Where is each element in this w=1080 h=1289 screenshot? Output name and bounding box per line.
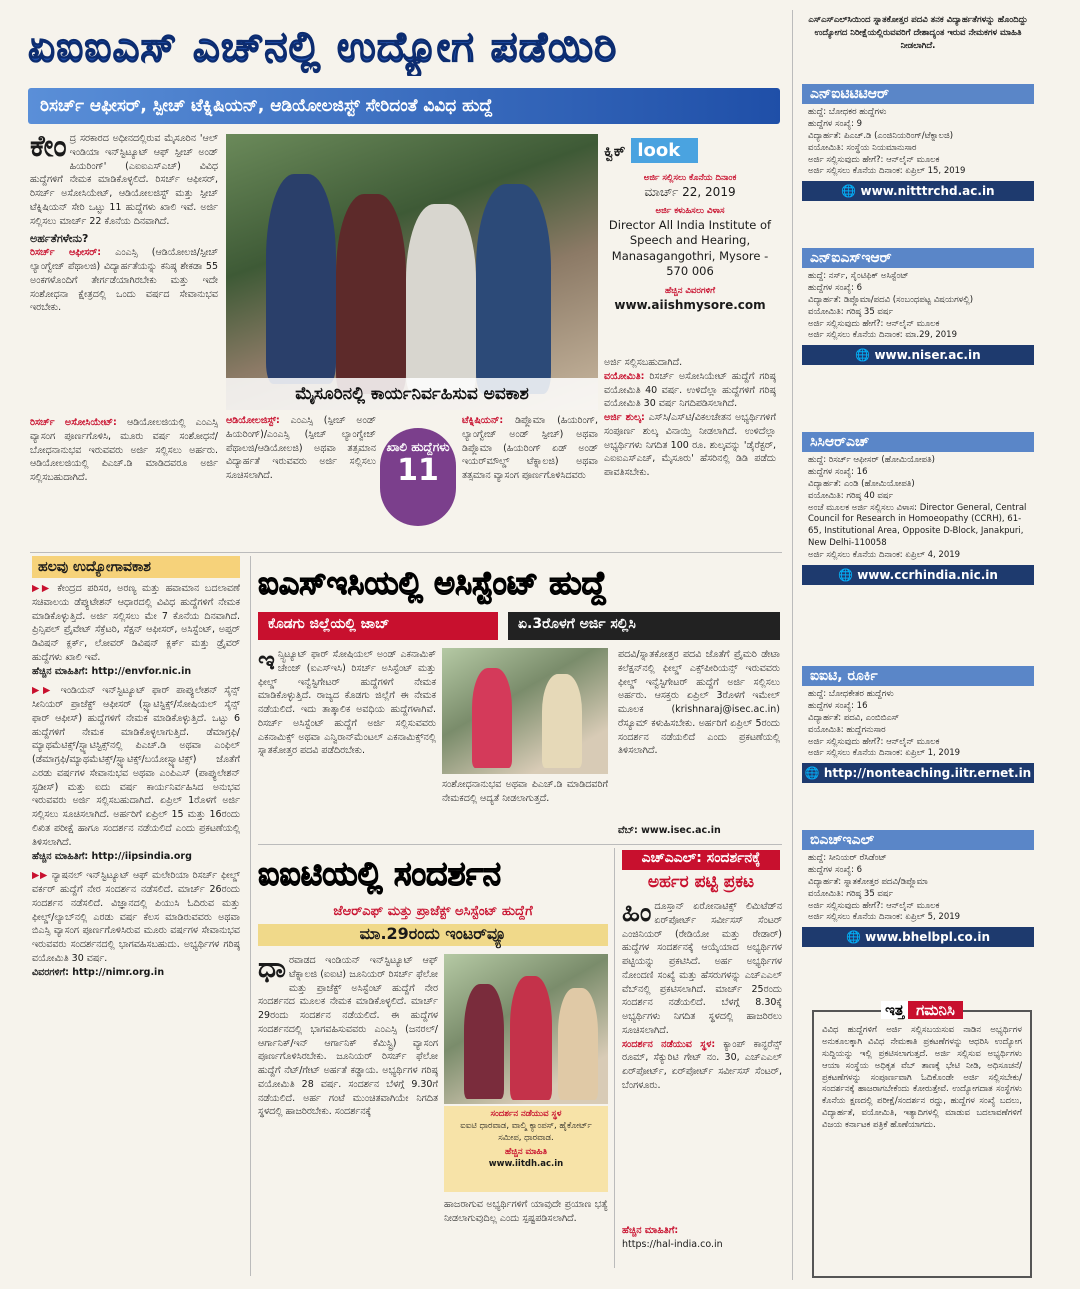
sidebar-card: ಎನ್‌ಐಎಸ್‌ಇಆರ್ ಹುದ್ದೆ: ನರ್ಸ್, ಸೈಂಟಿಫಿಕ್ ಅಸಿಸ್ಟೆಂಟ್ ಹುದ್ದೆಗಳ ಸಂಖ್ಯೆ: 6 ವಿದ್ಯಾರ್ಹತೆ: ಡಿಪ್ಲೊಮಾ/ಪದವಿ (ಸಂಬಂಧಪಟ್ಟ ವಿಷಯಗಳಲ್ಲಿ) ವಯೋಮಿತಿ: ಗರಿಷ್ಠ 35 ವರ್ಷ ಅರ್ಜಿ ಸಲ್ಲಿಸುವುದು ಹೇಗೆ?: ಆನ್‌ಲೈನ್ ಮೂಲಕ ಅರ್ಜಿ ಸಲ್ಲಿಸಲು ಕೊನೆಯ ದಿನಾಂಕ: ಮಾ.29, 2019 🌐 www.niser.ac.in: [802, 248, 1034, 424]
isec-text-left: ಇ ನ್ಸ್ಟಿಟ್ಯೂಟ್ ಫಾರ್ ಸೋಷಿಯಲ್ ಅಂಡ್ ಎಕನಾಮಿಕ್ ಚೇಂಜ್ (ಐಎಸ್‌ಇಸಿ) ರಿಸರ್ಚ್ ಅಸಿಸ್ಟೆಂಟ್ ಮತ್ತು ಫೀಲ್ಡ್ ಇನ್ವೆಸ್ಟಿಗೇಟರ್ ಹುದ್ದೆಗಳಿಗೆ ನೇಮಕ ಮಾಡಿಕೊಳ್ಳುತ್ತಿದೆ. ರಾಜ್ಯದ ಕೊಡಗು ಜಿಲ್ಲೆಗೆ ಈ ನೇಮಕ ನಡೆಯಲಿದೆ. ಇದು ತಾತ್ಕಾಲಿಕ ಅವಧಿಯ ಹುದ್ದೆಗಳಾಗಿವೆ. ರಿಸರ್ಚ್ ಅಸಿಸ್ಟೆಂಟ್ ಹುದ್ದೆಗೆ ಅರ್ಜಿ ಸಲ್ಲಿಸುವವರು ಎಕನಾಮಿಕ್ಸ್ ಅಥವಾ ಎನ್ವಿರಾನ್‌ಮೆಂಟಲ್ ಎಕನಾಮಿಕ್ಸ್‌ನಲ್ಲಿ ಸ್ನಾತಕೋತ್ತರ ಪದವಿ ಪಡೆದಿರಬೇಕು.: [258, 648, 436, 757]
quick-look-box: [604, 138, 776, 350]
section-divider: [30, 552, 782, 553]
address: Director All India Institute of Speech and Hearing, Manasagangothri, Mysore - 570 006: [608, 217, 772, 279]
drop-cap: ಹಿಂ: [622, 900, 652, 928]
jobs-column: [32, 556, 240, 1282]
isec-web-link[interactable]: ವೆಬ್: www.isec.ac.in: [618, 825, 721, 836]
iit-text-2: ಹಾಜರಾಗುವ ಅಭ್ಯರ್ಥಿಗಳಿಗೆ ಯಾವುದೇ ಪ್ರಯಾಣ ಭತ್ಯೆ ನೀಡಲಾಗುವುದಿಲ್ಲ ಎಂದು ಸ್ಪಷ್ಟಪಡಿಸಲಾಗಿದೆ.: [444, 1199, 608, 1224]
section-divider: [258, 844, 782, 845]
sidebar-card-title: ಸಿಸಿಆರ್‌ಎಚ್: [802, 432, 1034, 452]
isec-photo: [442, 648, 608, 774]
sidebar-url[interactable]: 🌐 www.bhelbpl.co.in: [802, 927, 1034, 947]
sidebar-intro: ಎಸ್‌ಎಸ್‌ಎಲ್‌ಸಿಯಿಂದ ಸ್ನಾತಕೋತ್ತರ ಪದವಿ ತನಕ ವಿದ್ಯಾರ್ಹತೆಗಳನ್ನು ಹೊಂದಿದ್ದು ಉದ್ಯೋಗದ ನಿರೀಕ್ಷೆಯಲ್ಲಿರುವವರಿಗೆ ದೇಶಾದ್ಯಂತ ಇರುವ ನೇಮಕಗಳ ಮಾಹಿತಿ ನೀಡಲಾಗಿದೆ.: [808, 15, 1028, 51]
hal-url[interactable]: https://hal-india.co.in: [622, 1238, 723, 1250]
age-text: ರಿಸರ್ಚ್ ಅಸೋಸಿಯೇಟ್ ಹುದ್ದೆಗೆ ಗರಿಷ್ಠ ವಯೋಮಿತಿ 40 ವರ್ಷ. ಉಳಿದೆಲ್ಲಾ ಹುದ್ದೆಗಳಿಗೆ ಗರಿಷ್ಠ ವಯೋಮಿತಿ 30 ವರ್ಷ ನಿಗದಿಪಡಿಸಲಾಗಿದೆ.: [604, 370, 776, 410]
last-date: ಮಾರ್ಚ್ 22, 2019: [644, 184, 736, 199]
sidebar-card: ಎನ್‌ಐಟಿಟಿಟಿಆರ್ ಹುದ್ದೆ: ಬೋಧಕರ ಹುದ್ದೆಗಳು ಹುದ್ದೆಗಳ ಸಂಖ್ಯೆ: 9 ವಿದ್ಯಾರ್ಹತೆ: ಪಿಎಚ್.ಡಿ (ಎಂಜಿನಿಯರಿಂಗ್/ಟೆಕ್ನಾಲಜಿ) ವಯೋಮಿತಿ: ಸಂಸ್ಥೆಯ ನಿಯಮಾನುಸಾರ ಅರ್ಜಿ ಸಲ್ಲಿಸುವುದು ಹೇಗೆ?: ಆನ್‌ಲೈನ್ ಮೂಲಕ ಅರ್ಜಿ ಸಲ್ಲಿಸಲು ಕೊನೆಯ ದಿನಾಂಕ: ಏಪ್ರಿಲ್ 15, 2019 🌐 www.nitttrchd.ac.in: [802, 84, 1034, 240]
eligibility-text: ಎಂಎಸ್ಸಿ (ಆಡಿಯೋಲಜಿ/ಸ್ಪೀಚ್ ಲ್ಯಾಂಗ್ವೇಜ್ ಪೆಥಾಲಜಿ) ವಿದ್ಯಾರ್ಹತೆಯನ್ನು ಕನಿಷ್ಠ ಶೇಕಡಾ 55 ಅಂಕಗಳೊಂದಿಗೆ ತೇರ್ಗಡೆಯಾಗಿರಬೇಕು ಮತ್ತು ಇದೇ ಸಂಶೋಧನಾ ಕ್ಷೇತ್ರದಲ್ಲಿ ಒಂದು ವರ್ಷದ ಸೇವಾನುಭವ ಇರಬೇಕು.: [30, 247, 218, 314]
person-figure: [558, 988, 598, 1100]
quick-look-badge: look: [631, 138, 698, 163]
iit-interview-date: ಮಾ.29ರಂದು ಇಂಟರ್‌ವ್ಯೂ: [258, 924, 608, 946]
eligibility-label: ರಿಸರ್ಚ್ ಆಫೀಸರ್:: [30, 247, 102, 259]
sidebar-url[interactable]: 🌐 www.niser.ac.in: [802, 345, 1034, 365]
iit-more-label: ಹೆಚ್ಚಿನ ಮಾಹಿತಿ: [505, 1146, 547, 1157]
job-item: ▶▶ ನ್ಯಾಷನಲ್ ಇನ್‌ಸ್ಟಿಟ್ಯೂಟ್ ಆಫ್ ಮಲೇರಿಯಾ ರಿಸರ್ಚ್ ಫೀಲ್ಡ್ ವರ್ಕರ್ ಹುದ್ದೆಗೆ ನೇರ ಸಂದರ್ಶನ ನಡೆಸಲಿದೆ. ಮಾರ್ಚ್ 26ರಂದು ಸಂದರ್ಶನ ನಡೆಸಲಿದೆ. ವಿಜ್ಞಾನದಲ್ಲಿ ಪಿಯುಸಿ ಓದಿರುವ ಮತ್ತು ಫೀಲ್ಡ್/ಲ್ಯಾಬ್‌ನಲ್ಲಿ ಎರಡು ವರ್ಷ ಕೆಲಸ ಮಾಡಿರುವವರು ಅಥವಾ ಬಿಎಸ್ಸಿ ವ್ಯಾಸಂಗ ಪೂರ್ಣಗೊಳಿಸಿರುವ ಮೂರು ವರ್ಷಗಳ ಸೇವಾನುಭವ ಇರುವವರು ಸಂದರ್ಶನದಲ್ಲಿ ಭಾಗವಹಿಸಬಹುದು. ಅಭ್ಯರ್ಥಿಗಳ ಗರಿಷ್ಠ ವಯೋಮಿತಿ 30 ವರ್ಷ. ವಿವರಗಳಿಗೆ: http://nimr.org.in: [32, 870, 240, 978]
eligibility-heading: ಅರ್ಹತೆಗಳೇನು?: [30, 232, 89, 246]
vacancy-count: 11: [397, 453, 439, 489]
notice-title-b: ಗಮನಿಸಿ: [908, 1001, 963, 1019]
address-label: ಅರ್ಜಿ ಕಳುಹಿಸಲು ವಿಳಾಸ: [655, 205, 725, 216]
research-associate-block: [30, 416, 218, 550]
drop-cap: ಧಾ: [258, 954, 286, 984]
job-item-link[interactable]: ವಿವರಗಳಿಗೆ: http://nimr.org.in: [32, 966, 165, 978]
drop-cap: ಇ: [258, 648, 275, 676]
isec-tag-deadline: ಏ.3ರೊಳಗೆ ಅರ್ಜಿ ಸಲ್ಲಿಸಿ: [508, 612, 780, 640]
hal-more: ಹೆಚ್ಚಿನ ಮಾಹಿತಿಗೆ: https://hal-india.co.in: [622, 1224, 782, 1264]
iit-photo: [444, 954, 608, 1104]
notice-text: ವಿವಿಧ ಹುದ್ದೆಗಳಿಗೆ ಅರ್ಜಿ ಸಲ್ಲಿಸಬಯಸುವ ನಾಡಿನ ಅಭ್ಯರ್ಥಿಗಳ ಅನುಕೂಲಕ್ಕಾಗಿ ವಿವಿಧ ನೇಮಕಾತಿ ಪ್ರಕಟಣೆಗಳನ್ನು ಆಧರಿಸಿ ಉದ್ಯೋಗ ಸುದ್ದಿಯನ್ನು ಇಲ್ಲಿ ಪ್ರಕಟಿಸಲಾಗುತ್ತದೆ. ಅರ್ಜಿ ಸಲ್ಲಿಸುವ ಅಭ್ಯರ್ಥಿಗಳು ಆಯಾ ಸಂಸ್ಥೆಯ ಅಧಿಕೃತ ವೆಬ್ ತಾಣಕ್ಕೆ ಭೇಟಿ ನೀಡಿ, ಅಧಿಸೂಚನೆ/ಪ್ರಕಟಣೆಗಳನ್ನು ಸಂಪೂರ್ಣವಾಗಿ ಓದಿಕೊಂಡೇ ಅರ್ಜಿ ಸಲ್ಲಿಸಬೇಕು/ಸಂದರ್ಶನಕ್ಕೆ ಹಾಜರಾಗಬೇಕೆಂದು ಕೋರುತ್ತೇವೆ. ಉದ್ಯೋಗದಾತ ಸಂಸ್ಥೆಗಳು ಕೊನೆಯ ಕ್ಷಣದಲ್ಲಿ ಪರೀಕ್ಷೆ/ಸಂದರ್ಶನ ರದ್ದು, ಹುದ್ದೆಗಳ ಸಂಖ್ಯೆ ಬದಲು, ವಿದ್ಯಾರ್ಹತೆ, ವಯೋಮಿತಿ, ಇತ್ಯಾದಿಗಳಲ್ಲಿ ಮಾಡುವ ಬದಲಾವಣೆಗಳಿಗೆ ವಿಜಯ ಕರ್ನಾಟಕ ಪತ್ರಿಕೆ ಹೊಣೆಯಾಗದು.: [822, 1025, 1022, 1131]
quick-look-label: ಕ್ವಿಕ್: [604, 141, 626, 160]
isec-text-right: ಪದವಿ/ಸ್ನಾತಕೋತ್ತರ ಪದವಿ ಜೊತೆಗೆ ಪ್ರೈಮರಿ ಡೇಟಾ ಕಲೆಕ್ಷನ್‌ನಲ್ಲಿ ಫೀಲ್ಡ್ ಎಕ್ಸ್‌ಪೀರಿಯನ್ಸ್ ಇರುವವರು ಫೀಲ್ಡ್ ಇನ್ವೆಸ್ಟಿಗೇಟರ್ ಹುದ್ದೆಗೆ ಅರ್ಜಿ ಸಲ್ಲಿಸಲು ಅರ್ಹರು. ಆಸಕ್ತರು ಏಪ್ರಿಲ್ 3ರೊಳಗೆ ಇಮೇಲ್ ಮೂಲಕ (krishnaraj@isec.ac.in) ರೆಸ್ಯೂಮ್ ಕಳುಹಿಸಬೇಕು. ಅರ್ಹರಿಗೆ ಏಪ್ರಿಲ್ 5ರಂದು ಸಂದರ್ಶನ ನಡೆಯಲಿದೆ ಎಂದು ಪ್ರಕಟಣೆಯಲ್ಲಿ ತಿಳಿಸಲಾಗಿದೆ.: [618, 649, 780, 757]
page-subheadline: ರಿಸರ್ಚ್ ಆಫೀಸರ್, ಸ್ಪೀಚ್ ಟೆಕ್ನಿಷಿಯನ್, ಆಡಿಯೋಲಜಿಸ್ಟ್ ಸೇರಿದಂತೆ ವಿವಿಧ ಹುದ್ದೆ: [28, 88, 780, 124]
last-date-label: ಅರ್ಜಿ ಸಲ್ಲಿಸಲು ಕೊನೆಯ ದಿನಾಂಕ: [643, 173, 737, 183]
vacancy-label: ಖಾಲಿ ಹುದ್ದೆಗಳು: [386, 440, 450, 454]
jobs-column-title: ಹಲವು ಉದ್ಯೋಗಾವಕಾಶ: [32, 556, 240, 578]
iit-url[interactable]: www.iitdh.ac.in: [488, 1158, 564, 1169]
sidebar-card: ಐಐಟಿ, ರೂರ್ಕಿ ಹುದ್ದೆ: ಬೋಧಕೇತರ ಹುದ್ದೆಗಳು ಹುದ್ದೆಗಳ ಸಂಖ್ಯೆ: 16 ವಿದ್ಯಾರ್ಹತೆ: ಪದವಿ, ಎಂಬಿಬಿಎಸ್ ವಯೋಮಿತಿ: ಹುದ್ದೆಗನುಸಾರ ಅರ್ಜಿ ಸಲ್ಲಿಸುವುದು ಹೇಗೆ?: ಆನ್‌ಲೈನ್ ಮೂಲಕ ಅರ್ಜಿ ಸಲ್ಲಿಸಲು ಕೊನೆಯ ದಿನಾಂಕ: ಏಪ್ರಿಲ್ 1, 2019 🌐 http://nonteaching.iitr.ernet.in: [802, 666, 1034, 822]
iit-subheading: ಜೆಆರ್‌ಎಫ್ ಮತ್ತು ಪ್ರಾಜೆಕ್ಟ್ ಅಸಿಸ್ಟೆಂಟ್ ಹುದ್ದೆಗೆ: [333, 904, 533, 919]
technician-block: ಟೆಕ್ನಿಷಿಯನ್: ಡಿಪ್ಲೊಮಾ (ಹಿಯರಿಂಗ್, ಲ್ಯಾಂಗ್ವೇಜ್ ಅಂಡ್ ಸ್ಪೀಚ್) ಅಥವಾ ಡಿಪ್ಲೊಮಾ (ಹಿಯರಿಂಗ್ ಏಡ್ ಅಂಡ್ ಇಯರ್‌ಮೌಲ್ಡ್ ಟೆಕ್ನಾಲಜಿ) ಅಥವಾ ತತ್ಸಮಾನ ವ್ಯಾಸಂಗ ಪೂರ್ಣಗೊಳಿಸಿದವರು: [462, 415, 598, 482]
isec-headline: ಐಎಸ್‌ಇಸಿಯಲ್ಲಿ ಅಸಿಸ್ಟೆಂಟ್ ಹುದ್ದೆ: [258, 564, 607, 602]
intro-text: ದ್ರ ಸರಕಾರದ ಅಧೀನದಲ್ಲಿರುವ ಮೈಸೂರಿನ 'ಆಲ್ ಇಂಡಿಯಾ ಇನ್‌ಸ್ಟಿಟ್ಯೂಟ್ ಆಫ್ ಸ್ಪೀಚ್ ಅಂಡ್ ಹಿಯರಿಂಗ್' (ಎಐಐಎಸ್‌ಎಚ್) ವಿವಿಧ ಹುದ್ದೆಗಳಿಗೆ ನೇಮಕ ಮಾಡಿಕೊಳ್ಳಲಿದೆ. ರಿಸರ್ಚ್ ಆಫೀಸರ್, ರಿಸರ್ಚ್ ಅಸೋಸಿಯೇಟ್, ಆಡಿಯೋಲಜಿಸ್ಟ್ ಮತ್ತು ಸ್ಪೀಚ್ ಟೆಕ್ನಿಷಿಯನ್ ಸೇರಿ ಒಟ್ಟು 11 ಹುದ್ದೆಗಳು ಖಾಲಿ ಇವೆ. ಅರ್ಜಿ ಸಲ್ಲಿಸಲು ಮಾರ್ಚ್ 22 ಕೊನೆಯ ದಿನವಾಗಿದೆ.: [30, 133, 218, 227]
person-figure: [406, 204, 476, 394]
notice-title-a: ಇತ್ತ: [881, 1001, 908, 1019]
notice-box: [812, 1001, 1032, 1278]
hal-headline-1: ಎಚ್‌ಎಎಲ್: ಸಂದರ್ಶನಕ್ಕೆ: [622, 850, 780, 870]
sidebar-card-title: ಎನ್‌ಐಎಸ್‌ಇಆರ್: [802, 248, 1034, 268]
person-figure: [542, 674, 582, 768]
person-figure: [464, 984, 504, 1099]
arrow-icon: ▶▶: [32, 685, 61, 697]
column-divider: [614, 848, 615, 1268]
sidebar-card: ಬಿಎಚ್‌ಇಎಲ್ ಹುದ್ದೆ: ಸೀನಿಯರ್ ರೆಸಿಡೆಂಟ್ ಹುದ್ದೆಗಳ ಸಂಖ್ಯೆ: 6 ವಿದ್ಯಾರ್ಹತೆ: ಸ್ನಾತಕೋತ್ತರ ಪದವಿ/ಡಿಪ್ಲೊಮಾ ವಯೋಮಿತಿ: ಗರಿಷ್ಠ 35 ವರ್ಷ ಅರ್ಜಿ ಸಲ್ಲಿಸುವುದು ಹೇಗೆ?: ಆನ್‌ಲೈನ್ ಮೂಲಕ ಅರ್ಜಿ ಸಲ್ಲಿಸಲು ಕೊನೆಯ ದಿನಾಂಕ: ಏಪ್ರಿಲ್ 5, 2019 🌐 www.bhelbpl.co.in: [802, 830, 1034, 990]
sidebar-card: ಸಿಸಿಆರ್‌ಎಚ್ ಹುದ್ದೆ: ರಿಸರ್ಚ್ ಆಫೀಸರ್ (ಹೋಮಿಯೋಪತಿ) ಹುದ್ದೆಗಳ ಸಂಖ್ಯೆ: 16 ವಿದ್ಯಾರ್ಹತೆ: ಎಂಡಿ (ಹೋಮಿಯೋಪತಿ) ವಯೋಮಿತಿ: ಗರಿಷ್ಠ 40 ವರ್ಷ ಅಂಚೆ ಮೂಲಕ ಅರ್ಜಿ ಸಲ್ಲಿಸಲು ವಿಳಾಸ: Director General, Central Council for Research in Homoeopathy (CCRH), 61-65, Institutional Area, Opposite D-Block, Janakpuri, New Delhi-110058 ಅರ್ಜಿ ಸಲ್ಲಿಸಲು ಕೊನೆಯ ದಿನಾಂಕ: ಏಪ್ರಿಲ್ 4, 2019 🌐 www.ccrhindia.nic.in: [802, 432, 1034, 658]
sidebar-url[interactable]: 🌐 http://nonteaching.iitr.ernet.in: [802, 763, 1034, 783]
job-item: ▶▶ ಇಂಡಿಯನ್ ಇನ್‌ಸ್ಟಿಟ್ಯೂಟ್ ಫಾರ್ ಪಾಪ್ಯುಲೇಶನ್ ಸೈನ್ಸ್ ಸೀನಿಯರ್ ಪ್ರಾಜೆಕ್ಟ್ ಆಫೀಸರ್ (ಸ್ಟ್ಯಾಟಿಸ್ಟಿಕ್ಸ್/ಸೋಷಿಯಲ್ ಸೈನ್ಸ್ ಫಾರ್ ಆಫೀಸ್) ಹುದ್ದೆಗಳಿಗೆ ನೇಮಕ ಮಾಡಿಕೊಳ್ಳುತ್ತಿದೆ. ಒಟ್ಟು 6 ಹುದ್ದೆಗಳಿಗೆ ನೇಮಕ ಮಾಡಿಕೊಳ್ಳಲಾಗುತ್ತಿದೆ. ಡೆಮಾಗ್ರಫಿ/ಮ್ಯಾಥಮೆಟಿಕ್ಸ್/ಸ್ಟ್ಯಾಟಿಸ್ಟಿಕ್ಸ್‌ನಲ್ಲಿ ಪಿಎಚ್.ಡಿ ಅಥವಾ ಎಂಫಿಲ್ (ಡೆಮಾಗ್ರಫಿ/ಮ್ಯಾಥಮೆಟಿಕ್ಸ್/ಸ್ಟ್ಯಾಟಿಕ್ಸ್/ಬಯೋಸ್ಟ್ಯಾಟಿಕ್ಸ್) ಜೊತೆಗೆ ಎರಡು ವರ್ಷಗಳ ಸೇವಾನುಭವ ಅಥವಾ ಎಂಪಿಎಸ್ (ಪಾಪ್ಯುಲೇಶನ್ ಸ್ಟಡೀಸ್) ಮತ್ತು ಐದು ವರ್ಷ ಕಾರ್ಯನಿರ್ವಹಿಸಿದ ಅನುಭವ ಇರುವವರು ಅರ್ಜಿ ಸಲ್ಲಿಸಬಹುದಾಗಿದೆ. ಏಪ್ರಿಲ್ 1ರೊಳಗೆ ಅರ್ಜಿ ಸಲ್ಲಿಸಲು ಸೂಚಿಸಲಾಗಿದೆ. ಅರ್ಹರಿಗೆ ಏಪ್ರಿಲ್ 15 ಮತ್ತು 16ರಂದು ಲಿಖಿತ ಪರೀಕ್ಷೆ ಹಾಗೂ ಸಂದರ್ಶನ ನಡೆಯಲಿದೆ ಎಂದು ಪ್ರಕಟಣೆಯಲ್ಲಿ ತಿಳಿಸಲಾಗಿದೆ. ಹೆಚ್ಚಿನ ಮಾಹಿತಿಗೆ: http://iipsindia.org: [32, 685, 240, 862]
eligibility-text: ಆಡಿಯೋಲಜಿಯಲ್ಲಿ ಎಂಎಸ್ಸಿ ವ್ಯಾಸಂಗ ಪೂರ್ಣಗೊಳಿಸಿ, ಮೂರು ವರ್ಷ ಸಂಶೋಧನೆ/ಬೋಧನಾನುಭವ ಇರುವವರು ಅರ್ಜಿ ಸಲ್ಲಿಸಲು ಅರ್ಹರು. ಆಡಿಯೋಲಜಿಯಲ್ಲಿ ಪಿಎಚ್.ಡಿ ಮಾಡಿದವರೂ ಅರ್ಜಿ ಸಲ್ಲಿಸಬಹುದಾಗಿದೆ.: [30, 417, 218, 484]
main-photo: [226, 134, 598, 410]
iit-venue-box: [444, 1106, 608, 1192]
more-label: ಹೆಚ್ಚಿನ ವಿವರಗಳಿಗೆ: [664, 285, 716, 296]
arrow-icon: ▶▶: [32, 583, 58, 594]
sidebar-card-title: ಎನ್‌ಐಟಿಟಿಟಿಆರ್: [802, 84, 1034, 104]
iit-text: ಧಾ ರವಾಡದ ಇಂಡಿಯನ್ ಇನ್‌ಸ್ಟಿಟ್ಯೂಟ್ ಆಫ್ ಟೆಕ್ನಾಲಜಿ (ಐಐಟಿ) ಜೂನಿಯರ್ ರಿಸರ್ಚ್ ಫೆಲೋ ಮತ್ತು ಪ್ರಾಜೆಕ್ಟ್ ಅಸಿಸ್ಟೆಂಟ್ ಹುದ್ದೆಗೆ ನೇರ ಸಂದರ್ಶನದ ಮೂಲಕ ನೇಮಕ ಮಾಡಿಕೊಳ್ಳಲಿದೆ. ಮಾರ್ಚ್ 29ರಂದು ಸಂದರ್ಶನ ನಡೆಯಲಿದೆ. ಈ ಹುದ್ದೆಗಳ ಸಂದರ್ಶನದಲ್ಲಿ ಭಾಗವಹಿಸುವವರು ಎಂಎಸ್ಸಿ (ಜನರಲ್/ಆರ್ಗಾನಿಕ್/ಇನ್ ಆರ್ಗಾನಿಕ್ ಕೆಮಿಸ್ಟ್ರಿ) ವ್ಯಾಸಂಗ ಪೂರ್ಣಗೊಳಿಸಿರಬೇಕು. ಜೂನಿಯರ್ ರಿಸರ್ಚ್ ಫೆಲೋ ಹುದ್ದೆಗೆ ನೆಟ್/ಗೇಟ್ ಅರ್ಹತೆ ಕಡ್ಡಾಯ. ಅಭ್ಯರ್ಥಿಗಳ ಗರಿಷ್ಠ ವಯೋಮಿತಿ 28 ವರ್ಷ. ಸಂದರ್ಶನ ಬೆಳಗ್ಗೆ 9.30ಗೆ ನಡೆಯಲಿದೆ. ಅರ್ಹ ಗಂಟೆ ಮುಂಚಿತವಾಗಿಯೇ ನಿಗದಿತ ಸ್ಥಳದಲ್ಲಿ ಹಾಜರಿರಬೇಕು. ಸಂದರ್ಶನಕ್ಕೆ: [258, 954, 438, 1118]
person-figure: [472, 668, 512, 768]
sidebar-card-title: ಬಿಎಚ್‌ಇಎಲ್: [802, 830, 1034, 850]
main-right-text: ಅರ್ಜಿ ಸಲ್ಲಿಸಬಹುದಾಗಿದೆ. ವಯೋಮಿತಿ: ರಿಸರ್ಚ್ ಅಸೋಸಿಯೇಟ್ ಹುದ್ದೆಗೆ ಗರಿಷ್ಠ ವಯೋಮಿತಿ 40 ವರ್ಷ. ಉಳಿದೆಲ್ಲಾ ಹುದ್ದೆಗಳಿಗೆ ಗರಿಷ್ಠ ವಯೋಮಿತಿ 30 ವರ್ಷ ನಿಗದಿಪಡಿಸಲಾಗಿದೆ. ಅರ್ಜಿ ಶುಲ್ಕ: ಎಸ್‌ಸಿ/ಎಸ್‌ಟಿ/ವಿಕಲಚೇತನ ಅಭ್ಯರ್ಥಿಗಳಿಗೆ ಸಂಪೂರ್ಣ ಶುಲ್ಕ ವಿನಾಯ್ತಿ ನೀಡಲಾಗಿದೆ. ಉಳಿದೆಲ್ಲಾ ಅಭ್ಯರ್ಥಿಗಳು ನಿಗದಿತ 100 ರೂ. ಶುಲ್ಕವನ್ನು 'ಡೈರೆಕ್ಟರ್, ಎಐಐಎಸ್‌ಎಚ್, ಮೈಸೂರು' ಹೆಸರಿನಲ್ಲಿ ಡಿಡಿ ಪಡೆದು ಪಾವತಿಸಬೇಕು.: [604, 357, 776, 479]
fee-text: ಎಸ್‌ಸಿ/ಎಸ್‌ಟಿ/ವಿಕಲಚೇತನ ಅಭ್ಯರ್ಥಿಗಳಿಗೆ ಸಂಪೂರ್ಣ ಶುಲ್ಕ ವಿನಾಯ್ತಿ ನೀಡಲಾಗಿದೆ. ಉಳಿದೆಲ್ಲಾ ಅಭ್ಯರ್ಥಿಗಳು ನಿಗದಿತ 100 ರೂ. ಶುಲ್ಕವನ್ನು 'ಡೈರೆಕ್ಟರ್, ಎಐಐಎಸ್‌ಎಚ್, ಮೈಸೂರು' ಹೆಸರಿನಲ್ಲಿ ಡಿಡಿ ಪಡೆದು ಪಾವತಿಸಬೇಕು.: [604, 412, 776, 479]
job-item-link[interactable]: ಹೆಚ್ಚಿನ ಮಾಹಿತಿಗೆ: http://envfor.nic.in: [32, 665, 192, 677]
intro-block: [30, 129, 218, 412]
sidebar-url[interactable]: 🌐 www.nitttrchd.ac.in: [802, 181, 1034, 201]
column-divider: [250, 556, 251, 1276]
photo-caption: ಮೈಸೂರಿನಲ್ಲಿ ಕಾರ್ಯನಿರ್ವಹಿಸುವ ಅವಕಾಶ: [226, 378, 598, 410]
isec-text-mid: ಸಂಶೋಧನಾನುಭವ ಅಥವಾ ಪಿಎಚ್.ಡಿ ಮಾಡಿದವರಿಗೆ ನೇಮಕದಲ್ಲಿ ಆದ್ಯತೆ ನೀಡಲಾಗುತ್ತದೆ.: [442, 779, 608, 804]
audiologist-block: ಆಡಿಯೋಲಜಿಸ್ಟ್: ಎಂಎಸ್ಸಿ (ಸ್ಪೀಚ್ ಅಂಡ್ ಹಿಯರಿಂಗ್)/ಎಂಎಸ್ಸಿ (ಸ್ಪೀಚ್ ಲ್ಯಾಂಗ್ವೇಜ್ ಪೆಥಾಲಜಿ/ಆಡಿಯೋಲಜಿ) ಅಥವಾ ತತ್ಸಮಾನ ವಿದ್ಯಾರ್ಹತೆ ಇರುವವರು ಅರ್ಜಿ ಸಲ್ಲಿಸಲು ಸೂಚಿಸಲಾಗಿದೆ.: [226, 415, 376, 482]
hal-headline-2: ಅರ್ಹರ ಪಟ್ಟಿ ಪ್ರಕಟ: [647, 872, 755, 892]
website-link[interactable]: www.aiishmysore.com: [614, 297, 766, 312]
vacancy-badge: [380, 428, 456, 526]
iit-headline: ಐಐಟಿಯಲ್ಲಿ ಸಂದರ್ಶನ: [258, 854, 502, 893]
person-figure: [510, 976, 552, 1100]
iit-venue: ಐಐಟಿ ಧಾರವಾಡ, ವಾಲ್ಮಿ ಕ್ಯಾಂಪಸ್, ಹೈಕೋರ್ಟ್ ಸಮೀಪ, ಧಾರವಾಡ.: [460, 1120, 592, 1143]
drop-cap: ಕೇಂ: [30, 129, 67, 164]
hal-text: ಹಿಂ ದೂಸ್ತಾನ್ ಏರೋನಾಟಿಕ್ಸ್ ಲಿಮಿಟೆಡ್‌ನ ಏರ್‌ಪೋರ್ಟ್ ಸರ್ವೀಸಸ್ ಸೆಂಟರ್ ಎಂಜಿನಿಯರ್ (ರೇಡಿಯೋ ಮತ್ತು ರೇಡಾರ್) ಹುದ್ದೆಗಳ ಸಂದರ್ಶನಕ್ಕೆ ಆಯ್ಕೆಯಾದ ಅಭ್ಯರ್ಥಿಗಳ ಪಟ್ಟಿಯನ್ನು ಪ್ರಕಟಿಸಿದೆ. ಅರ್ಹ ಅಭ್ಯರ್ಥಿಗಳ ನೋಂದಣಿ ಸಂಖ್ಯೆ ಮತ್ತು ಹೆಸರುಗಳನ್ನು ಎಚ್‌ಎಎಲ್ ವೆಬ್‌ನಲ್ಲಿ ಪ್ರಕಟಿಸಲಾಗಿದೆ. ಮಾರ್ಚ್ 25ರಂದು ಸಂದರ್ಶನ ನಡೆಯಲಿದೆ. ಬೆಳಗ್ಗೆ 8.30ಕ್ಕೆ ಅಭ್ಯರ್ಥಿಗಳು ನಿಗದಿತ ಸ್ಥಳದಲ್ಲಿ ಹಾಜರಿರಲು ಸೂಚಿಸಲಾಗಿದೆ. ಸಂದರ್ಶನ ನಡೆಯುವ ಸ್ಥಳ: ಕ್ಯಾಂಪ್ ಕಾನ್ಫರೆನ್ಸ್ ರೂಮ್, ಸೆಕ್ಯುರಿಟಿ ಗೇಟ್ ನಂ. 30, ಎಚ್‌ಎಎಲ್ ಏರ್‌ಪೋರ್ಟ್, ಏರ್‌ಪೋರ್ಟ್ ಸರ್ವೀಸಸ್ ಸೆಂಟರ್, ಬೆಂಗಳೂರು.: [622, 900, 782, 1091]
column-divider: [792, 10, 793, 1280]
job-item-link[interactable]: ಹೆಚ್ಚಿನ ಮಾಹಿತಿಗೆ: http://iipsindia.org: [32, 850, 192, 862]
arrow-icon: ▶▶: [32, 870, 52, 882]
sidebar-card-title: ಐಐಟಿ, ರೂರ್ಕಿ: [802, 666, 1034, 686]
job-item: ▶▶ ಕೇಂದ್ರದ ಪರಿಸರ, ಅರಣ್ಯ ಮತ್ತು ಹವಾಮಾನ ಬದಲಾವಣೆ ಸಚಿವಾಲಯ ಡೆಪ್ಯುಟೇಶನ್ ಆಧಾರದಲ್ಲಿ ವಿವಿಧ ಹುದ್ದೆಗಳಿಗೆ ನೇಮಕ ಮಾಡಿಕೊಳ್ಳುತ್ತಿದೆ. ಅರ್ಜಿ ಸಲ್ಲಿಸಲು ಮೇ 7 ಕೊನೆಯ ದಿನವಾಗಿದೆ. ಪ್ರಿನ್ಸಿಪಲ್ ಪ್ರೈವೇಟ್ ಸೆಕ್ರೆಟರಿ, ಸೆಕ್ಷನ್ ಆಫೀಸರ್, ಅಸಿಸ್ಟೆಂಟ್, ಅಪ್ಪರ್ ಡಿವಿಷನ್ ಕ್ಲರ್ಕ್, ಲೋವರ್ ಡಿವಿಷನ್ ಕ್ಲರ್ಕ್ ಮತ್ತು ಡ್ರೈವರ್ ಹುದ್ದೆಗಳು ಖಾಲಿ ಇವೆ. ಹೆಚ್ಚಿನ ಮಾಹಿತಿಗೆ: http://envfor.nic.in: [32, 583, 240, 677]
person-figure: [266, 174, 336, 384]
page-headline: ಏಐಐಎಸ್ ಎಚ್‌ನಲ್ಲಿ ಉದ್ಯೋಗ ಪಡೆಯಿರಿ: [28, 22, 618, 71]
isec-tag-location: ಕೊಡಗು ಜಿಲ್ಲೆಯಲ್ಲಿ ಜಾಬ್: [258, 612, 498, 640]
person-figure: [336, 194, 406, 394]
iit-venue-label: ಸಂದರ್ಶನ ನಡೆಯುವ ಸ್ಥಳ: [490, 1109, 562, 1119]
sidebar-url[interactable]: 🌐 www.ccrhindia.nic.in: [802, 565, 1034, 585]
person-figure: [476, 184, 551, 394]
eligibility-label: ರಿಸರ್ಚ್ ಅಸೋಸಿಯೇಟ್:: [30, 417, 117, 428]
